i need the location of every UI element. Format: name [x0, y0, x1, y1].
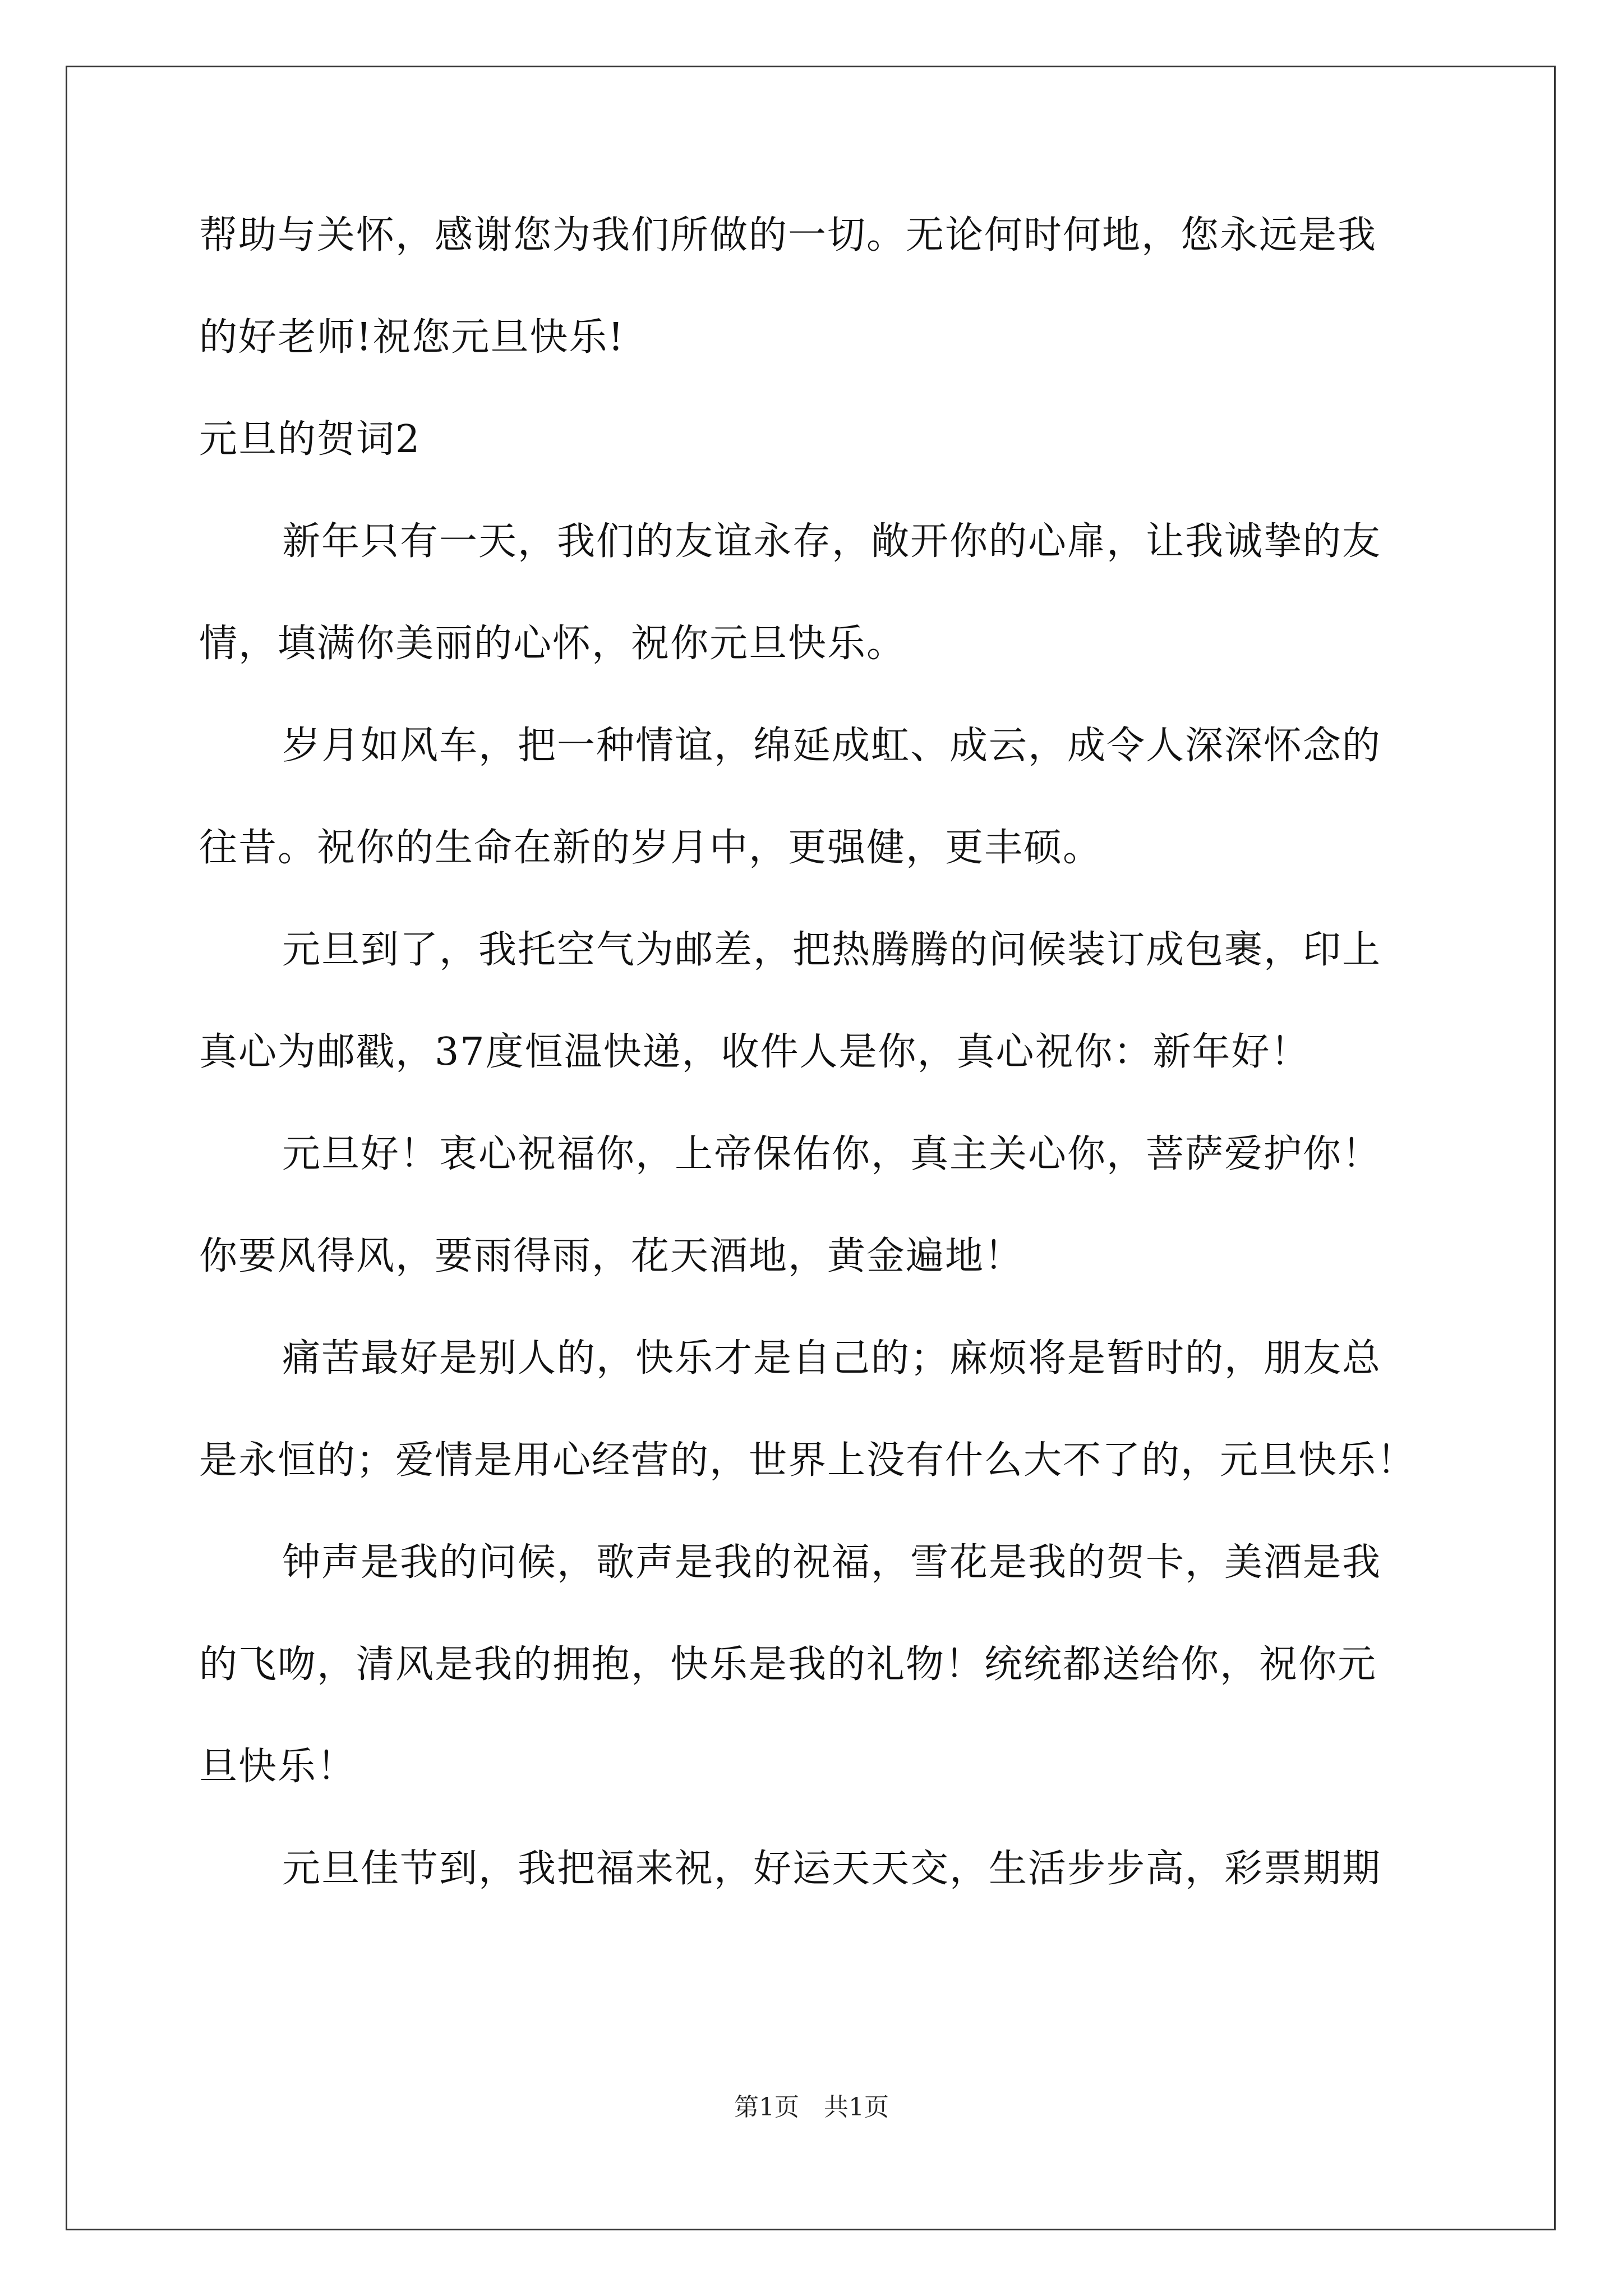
paragraph-line: 的飞吻，清风是我的拥抱，快乐是我的礼物！统统都送给你，祝你元	[199, 1642, 1377, 1687]
paragraph-line: 痛苦最好是别人的，快乐才是自己的；麻烦将是暂时的，朋友总	[282, 1336, 1382, 1381]
section-heading: 元旦的贺词2	[199, 417, 421, 462]
paragraph-line: 元旦到了，我托空气为邮差，把热腾腾的问候装订成包裹，印上	[282, 928, 1382, 972]
paragraph-line: 是永恒的；爱情是用心经营的，世界上没有什么大不了的，元旦快乐！	[199, 1438, 1417, 1483]
paragraph-line: 新年只有一天，我们的友谊永存，敞开你的心扉，让我诚挚的友	[282, 519, 1382, 564]
paragraph-line: 岁月如风车，把一种情谊，绵延成虹、成云，成令人深深怀念的	[282, 724, 1382, 768]
paragraph-line: 往昔。祝你的生命在新的岁月中，更强健，更丰硕。	[199, 826, 1103, 870]
paragraph-line: 元旦佳节到，我把福来祝，好运天天交，生活步步高，彩票期期	[282, 1847, 1382, 1891]
paragraph-line: 的好老师!祝您元旦快乐!	[199, 315, 625, 360]
page-number-footer: 第1页 共1页	[734, 2093, 889, 2122]
paragraph-line: 帮助与关怀，感谢您为我们所做的一切。无论何时何地，您永远是我	[199, 213, 1377, 257]
paragraph-line: 钟声是我的问候，歌声是我的祝福，雪花是我的贺卡，美酒是我	[282, 1540, 1382, 1585]
paragraph-line: 情，填满你美丽的心怀，祝你元旦快乐。	[199, 622, 906, 666]
paragraph-line: 旦快乐！	[199, 1745, 357, 1789]
paragraph-line: 元旦好！衷心祝福你，上帝保佑你，真主关心你，菩萨爱护你！	[282, 1132, 1382, 1176]
paragraph-line: 你要风得风，要雨得雨，花天酒地，黄金遍地！	[199, 1234, 1024, 1278]
paragraph-line: 真心为邮戳，37度恒温快递，收件人是你，真心祝你：新年好！	[199, 1030, 1310, 1074]
